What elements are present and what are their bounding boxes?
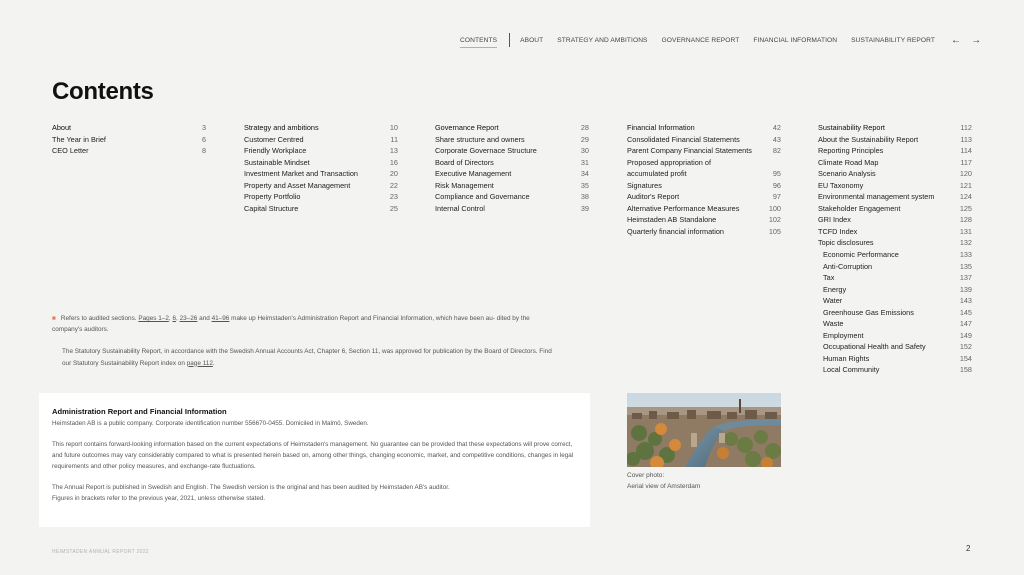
toc-entry[interactable] <box>435 180 589 192</box>
toc-subentry-label: Water <box>823 296 843 306</box>
language-note: The Annual Report is published in Swedish and English. The Swedish version is the original and has been audited by Heimstaden AB's auditor. <box>52 483 450 491</box>
toc-entry[interactable] <box>52 122 206 134</box>
toc-entry[interactable] <box>627 122 781 134</box>
toc-entry-label: Customer Centred <box>244 134 304 144</box>
toc-entry-label: Board of Directors <box>435 157 494 167</box>
company-info: Heimstaden AB is a public company. Corporate identification number 556670-0455. Domiciled in Malmö, Sweden. <box>52 420 369 427</box>
toc-entry[interactable] <box>627 145 781 157</box>
toc-entry-page: 39 <box>580 203 589 213</box>
toc-entry[interactable] <box>818 214 972 226</box>
toc-entry-label: Consolidated Financial Statements <box>627 134 740 144</box>
arrow-left-icon[interactable]: ← <box>950 34 962 46</box>
brackets-note: Figures in brackets refer to the previous year, 2021, unless otherwise stated. <box>52 494 266 502</box>
toc-entry-label: CEO Letter <box>52 146 89 156</box>
toc-entry-page: 13 <box>389 146 398 156</box>
link-pages-1-2[interactable]: Pages 1–2 <box>138 315 169 322</box>
toc-entry-label: Reporting Principles <box>818 146 884 156</box>
toc-entry-label: Governance Report <box>435 123 499 132</box>
toc-entry-page: 96 <box>772 180 781 190</box>
toc-entry-label: Property Portfolio <box>244 192 301 202</box>
note-comma: , <box>168 315 171 322</box>
toc-subentry-page: 158 <box>959 365 972 375</box>
toc-entry-label: Alternative Performance Measures <box>627 203 740 213</box>
toc-subentry-page: 143 <box>959 296 972 306</box>
toc-entry-label: TCFD Index <box>818 226 858 236</box>
toc-entry[interactable] <box>244 145 398 157</box>
toc-entry[interactable] <box>627 203 781 215</box>
toc-entry-page: 20 <box>389 169 398 179</box>
arrow-right-icon[interactable]: → <box>971 34 982 46</box>
toc-entry[interactable] <box>627 168 781 180</box>
toc-entry-page: 6 <box>201 134 206 144</box>
toc-entry[interactable] <box>435 168 589 180</box>
toc-entry[interactable] <box>818 191 972 203</box>
note-and: and <box>199 315 210 322</box>
nav-divider <box>509 33 510 47</box>
toc-entry-page: 125 <box>959 203 972 213</box>
toc-entry-page: 95 <box>772 169 781 179</box>
toc-entry-page: 131 <box>959 226 972 236</box>
toc-entry-page: 10 <box>389 123 398 132</box>
toc-entry[interactable] <box>244 180 398 192</box>
toc-entry[interactable] <box>435 191 589 203</box>
toc-entry-page: 29 <box>580 134 589 144</box>
toc-entry-page: 121 <box>959 180 972 190</box>
toc-entry-page: 112 <box>960 123 972 132</box>
toc-column-about <box>52 122 206 157</box>
toc-subentry[interactable] <box>818 295 972 307</box>
toc-subentry-label: Economic Performance <box>823 250 899 260</box>
toc-subentry-page: 137 <box>959 273 972 283</box>
caption-description: Aerial view of Amsterdam <box>627 483 701 490</box>
toc-subentry-page: 147 <box>959 319 972 329</box>
toc-entry[interactable] <box>627 214 781 226</box>
toc-entry-page: 100 <box>768 203 781 213</box>
toc-entry-page: 82 <box>772 146 781 156</box>
toc-entry-label: EU Taxonomy <box>818 180 864 190</box>
toc-subentry-page: 135 <box>959 261 972 271</box>
toc-column-financial <box>627 122 781 237</box>
toc-subentry[interactable] <box>818 249 972 261</box>
toc-subentry-label: Tax <box>823 273 835 283</box>
toc-subentry[interactable] <box>818 318 972 330</box>
toc-entry-page: 35 <box>580 180 589 190</box>
toc-entry-label: Topic disclosures <box>818 238 874 248</box>
nav-sustainability[interactable]: SUSTAINABILITY REPORT <box>851 36 935 44</box>
toc-entry-page: 97 <box>772 192 781 202</box>
toc-entry[interactable] <box>818 168 972 180</box>
toc-entry[interactable] <box>627 226 781 238</box>
toc-entry-page: 16 <box>389 157 398 167</box>
toc-subentry-label: Local Community <box>823 365 880 375</box>
toc-entry-page: 22 <box>389 180 398 190</box>
toc-entry-label: Financial Information <box>627 123 695 132</box>
toc-column-sustainability <box>818 122 972 376</box>
toc-subentry[interactable] <box>818 284 972 296</box>
toc-subentry[interactable] <box>818 341 972 353</box>
toc-subentry-label: Waste <box>823 319 844 329</box>
toc-subentry[interactable] <box>818 307 972 319</box>
toc-column-strategy <box>244 122 398 214</box>
note-comma: , <box>176 315 178 322</box>
toc-entry-page: 11 <box>390 134 398 144</box>
toc-subentry-page: 145 <box>959 307 972 317</box>
toc-entry[interactable] <box>52 134 206 146</box>
toc-entry[interactable] <box>244 191 398 203</box>
toc-subentry[interactable] <box>818 330 972 342</box>
toc-entry-label: accumulated profit <box>627 169 687 179</box>
toc-entry[interactable] <box>435 122 589 134</box>
toc-entry-page: 120 <box>959 169 972 179</box>
toc-entry-page: 34 <box>580 169 589 179</box>
admin-report-panel <box>39 393 590 527</box>
nav-strategy[interactable]: STRATEGY AND AMBITIONS <box>557 36 648 44</box>
toc-entry-label: Compliance and Governance <box>435 192 530 202</box>
toc-subentry-page: 133 <box>959 250 972 260</box>
caption-title: Cover photo: <box>627 472 665 479</box>
nav-about[interactable]: ABOUT <box>520 36 544 44</box>
toc-subentry-page: 139 <box>959 284 972 294</box>
toc-entry-label: Investment Market and Transaction <box>244 169 358 179</box>
toc-entry[interactable] <box>818 203 972 215</box>
toc-entry-label: Signatures <box>627 180 662 190</box>
toc-entry-label: Sustainable Mindset <box>244 157 310 167</box>
toc-entry-label: About the Sustainability Report <box>818 134 919 144</box>
toc-subentry-label: Anti-Corruption <box>823 261 873 271</box>
nav-arrows <box>951 35 981 46</box>
toc-entry[interactable] <box>435 203 589 215</box>
toc-entry-label: Corporate Governace Structure <box>435 146 537 156</box>
toc-entry-page: 105 <box>768 226 781 236</box>
toc-entry-label: Proposed appropriation of <box>627 157 711 167</box>
toc-entry-label: Climate Road Map <box>818 157 879 167</box>
toc-entry-label: Sustainability Report <box>818 123 885 132</box>
nav-governance[interactable]: GOVERNANCE REPORT <box>661 36 740 44</box>
note-text: Refers to audited sections. <box>60 315 137 322</box>
toc-entry-label: Friendly Workplace <box>244 146 307 156</box>
toc-entry-page: 43 <box>772 134 781 144</box>
toc-entry-page: 30 <box>580 146 589 156</box>
toc-entry[interactable] <box>627 134 781 146</box>
top-navigation <box>460 33 981 47</box>
toc-entry-page: 3 <box>201 123 206 132</box>
toc-entry-label: Property and Asset Management <box>244 180 351 190</box>
toc-entry-label: Executive Management <box>435 169 512 179</box>
toc-entry-page: 132 <box>959 238 972 248</box>
toc-subentry-page: 149 <box>959 330 972 340</box>
toc-subentry-label: Occupational Health and Safety <box>823 342 926 352</box>
link-page-112[interactable]: page 112 <box>186 359 213 367</box>
toc-entry[interactable] <box>435 134 589 146</box>
note-suffix: make up Heimstaden's Administration Report and Financial Information, which have been au- dited by the company's auditors. <box>52 315 530 333</box>
toc-column-governance <box>435 122 589 214</box>
toc-entry[interactable] <box>52 145 206 157</box>
toc-subentry-label: Employment <box>823 330 864 340</box>
toc-entry-label: Auditor's Report <box>627 192 680 202</box>
toc-entry-label: About <box>52 123 72 132</box>
toc-entry[interactable] <box>627 191 781 203</box>
toc-entry[interactable] <box>627 180 781 192</box>
toc-entry-page: 114 <box>960 146 972 156</box>
toc-entry-page: 23 <box>389 192 398 202</box>
toc-subentry[interactable] <box>818 272 972 284</box>
toc-entry-label: GRI Index <box>818 215 851 225</box>
note-text: The Statutory Sustainability Report, in accordance with the Swedish Annual Accounts Act, Chapter 6, Section 11, was approved for publication by the Board of Directors. Find our Statutory Sustainability Report index on <box>62 348 552 367</box>
toc-entry-label: Internal Control <box>435 203 485 213</box>
toc-entry-page: 113 <box>960 134 972 144</box>
toc-entry[interactable] <box>818 134 972 146</box>
toc-subentry-label: Human Rights <box>823 353 870 363</box>
bullet-icon: ■ <box>52 315 56 322</box>
toc-entry[interactable] <box>818 145 972 157</box>
toc-entry[interactable] <box>435 145 589 157</box>
toc-entry-page: 42 <box>772 123 781 132</box>
toc-entry-page: 128 <box>959 215 972 225</box>
link-pages-23-26[interactable]: 23–26 <box>179 315 198 322</box>
toc-subentry-page: 152 <box>959 342 972 352</box>
toc-entry-label: Quarterly financial information <box>627 226 724 236</box>
toc-entry-label: Risk Management <box>435 180 494 190</box>
page-number: 2 <box>966 544 971 553</box>
toc-entry[interactable] <box>435 157 589 169</box>
cover-photo-amsterdam <box>627 393 781 467</box>
panel-heading: Administration Report and Financial Information <box>52 407 227 416</box>
note-end: . <box>212 359 215 367</box>
toc-entry-page: 28 <box>580 123 589 132</box>
nav-contents[interactable]: CONTENTS <box>460 37 497 48</box>
toc-entry-page: 8 <box>201 146 206 156</box>
toc-entry-label: Share structure and owners <box>435 134 525 144</box>
footer-report-title: HEIMSTADEN ANNUAL REPORT 2022 <box>52 549 149 555</box>
toc-entry[interactable] <box>818 180 972 192</box>
nav-financial[interactable]: FINANCIAL INFORMATION <box>753 36 838 44</box>
toc-subentry-page: 154 <box>959 353 972 363</box>
link-pages-41-96[interactable]: 41–96 <box>211 315 230 322</box>
toc-entry[interactable] <box>244 168 398 180</box>
toc-entry-label: Scenario Analysis <box>818 169 876 179</box>
toc-entry[interactable] <box>818 122 972 134</box>
cover-photo-caption <box>627 470 700 492</box>
toc-subentry[interactable] <box>818 353 972 365</box>
toc-entry[interactable] <box>818 226 972 238</box>
toc-entry[interactable] <box>244 203 398 215</box>
toc-subentry[interactable] <box>818 261 972 273</box>
toc-entry[interactable] <box>244 122 398 134</box>
toc-entry-page: 25 <box>389 203 398 213</box>
forward-looking-disclaimer: This report contains forward-looking information based on the current expectations of Heimstaden's management. No guarantee can be provided that these expectations will prove correct, and future outcomes may vary considerably compared to what is presented herein based on, among other things, changing economic, market, and competitive conditions, changes in legal requirements and other policy measures, and exchange-rate fluctuations. <box>52 440 574 470</box>
toc-subentry-label: Greenhouse Gas Emissions <box>823 307 914 317</box>
toc-entry-label: Parent Company Financial Statements <box>627 146 752 156</box>
toc-entry-page: 31 <box>580 157 589 167</box>
toc-entry-label: Environmental management system <box>818 192 935 202</box>
toc-entry-label: Capital Structure <box>244 203 299 213</box>
toc-entry[interactable] <box>818 157 972 169</box>
toc-entry-label: The Year in Brief <box>52 134 106 144</box>
toc-entry-label: Stakeholder Engagement <box>818 203 901 213</box>
toc-entry-page: 117 <box>960 157 972 167</box>
toc-entry-page: 124 <box>959 192 972 202</box>
toc-entry-page: 38 <box>580 192 589 202</box>
toc-subentry-label: Energy <box>823 284 847 294</box>
toc-entry[interactable] <box>244 134 398 146</box>
toc-entry[interactable] <box>244 157 398 169</box>
link-page-6[interactable]: 6 <box>172 315 177 322</box>
page-title: Contents <box>52 78 154 105</box>
toc-entry[interactable] <box>627 157 781 169</box>
toc-subentry[interactable] <box>818 364 972 376</box>
toc-entry-label: Strategy and ambitions <box>244 123 319 132</box>
sustainability-report-note <box>62 346 562 369</box>
toc-entry[interactable] <box>818 237 972 249</box>
audited-sections-note <box>52 314 557 336</box>
toc-entry-label: Heimstaden AB Standalone <box>627 215 717 225</box>
toc-entry-page: 102 <box>768 215 781 225</box>
